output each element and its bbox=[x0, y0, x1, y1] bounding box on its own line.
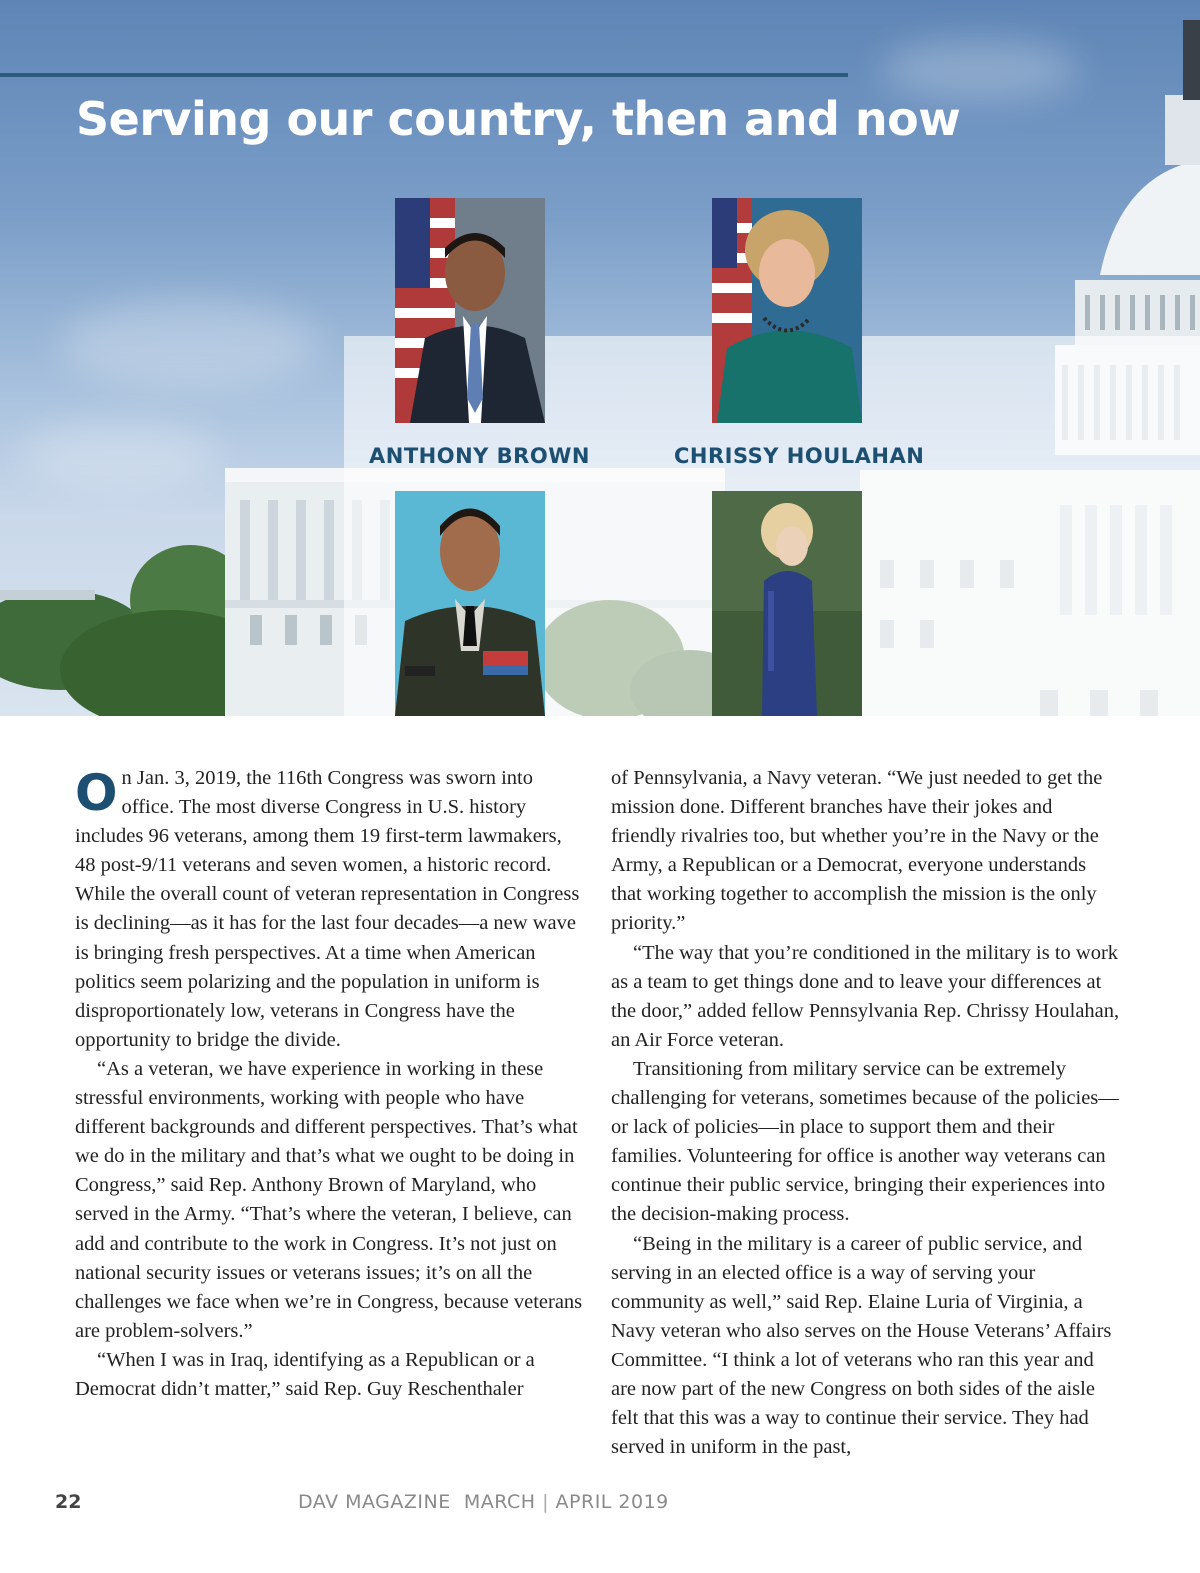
footer-separator: | bbox=[542, 1491, 549, 1513]
portrait-anthony-brown-current bbox=[395, 198, 545, 423]
drop-cap: O bbox=[75, 764, 118, 822]
portrait-chrissy-houlahan-military bbox=[712, 491, 862, 716]
issue-date: APRIL 2019 bbox=[555, 1491, 669, 1513]
article-paragraph: of Pennsylvania, a Navy veteran. “We just needed to get the mission done. Different branches have their jokes and friendly rivalries too, but whether you’re in the Navy or the Army, a Republican or a Democrat, everyone understands that working together to accomplish the mission is the only priority.” bbox=[611, 767, 1103, 935]
page-title: Serving our country, then and now bbox=[76, 92, 961, 146]
page-number: 22 bbox=[55, 1491, 82, 1513]
article-column-left bbox=[75, 764, 585, 1404]
portrait-anthony-brown-military bbox=[395, 491, 545, 716]
article-paragraph: On Jan. 3, 2019, the 116th Congress was sworn into office. The most diverse Congress in U.S. history includes 96 veterans, among them 19 first-term lawmakers, 48 post-9/11 veterans and seven women, a historic record. While the overall count of veteran representation in Congress is declining—as it has for the last four decades—a new wave is bringing fresh perspectives. At a time when American politics seem polarizing and the population in uniform is disproportionately low, veterans in Congress have the opportunity to bridge the divide. bbox=[75, 764, 580, 1051]
article-paragraph: Transitioning from military service can be extremely challenging for veterans, sometimes because of the policies—or lack of policies—in place to support them and their families. Volunteering for office is another way veterans can continue their public service, bringing their experiences into the decision-making process. bbox=[611, 1057, 1119, 1226]
portrait-chrissy-houlahan-current bbox=[712, 198, 862, 423]
article-paragraph: “As a veteran, we have experience in working in these stressful environments, working with people who have different backgrounds and different perspectives. That’s what we do in the military and that’s what we ought to be doing in Congress,” said Rep. Anthony Brown of Maryland, who served in the Army. “That’s where the veteran, I believe, can add and contribute to the work in Congress. It’s not just on national security issues or veterans issues; it’s on all the challenges we face when we’re in Congress, because veterans are problem-solvers.” bbox=[75, 1057, 583, 1342]
title-rule bbox=[0, 73, 848, 77]
magazine-name: DAV MAGAZINE bbox=[298, 1491, 451, 1513]
article-paragraph: “Being in the military is a career of public service, and serving in an elected office is a way of serving your community as well,” said Rep. Elaine Luria of Virginia, a Navy veteran who also serves on the House Veterans’ Affairs Committee. “I think a lot of veterans who ran this year and are now part of the new Congress on both sides of the aisle felt that this was a way to continue their service. They had served in uniform in the past, bbox=[611, 1232, 1112, 1459]
running-footer bbox=[298, 1491, 669, 1513]
hero-banner bbox=[0, 0, 1200, 716]
issue-month: MARCH bbox=[463, 1491, 536, 1513]
name-chrissy-houlahan: CHRISSY HOULAHAN bbox=[674, 444, 925, 468]
article-column-right bbox=[611, 764, 1121, 1462]
name-anthony-brown: ANTHONY BROWN bbox=[369, 444, 590, 468]
article-paragraph: “When I was in Iraq, identifying as a Republican or a Democrat didn’t matter,” said Rep. Guy Reschenthaler bbox=[75, 1348, 535, 1400]
article-paragraph: “The way that you’re conditioned in the military is to work as a team to get things done and to leave your differences at the door,” added fellow Pennsylvania Rep. Chrissy Houlahan, an Air Force veteran. bbox=[611, 941, 1120, 1051]
